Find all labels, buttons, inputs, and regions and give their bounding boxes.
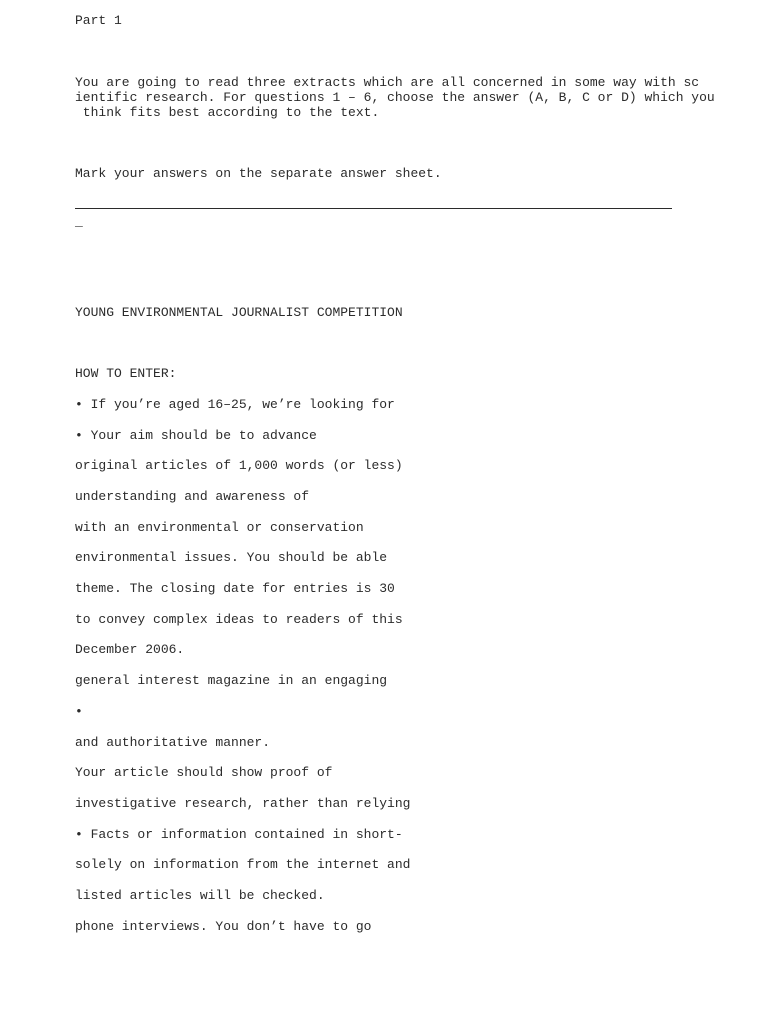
how-to-enter-heading: HOW TO ENTER: <box>75 366 177 381</box>
extract-line: with an environmental or conservation <box>75 520 364 535</box>
extract-line: to convey complex ideas to readers of this <box>75 612 403 627</box>
instructions-line-3: think fits best according to the text. <box>75 105 380 120</box>
extract-line: theme. The closing date for entries is 30 <box>75 581 395 596</box>
extract-line: • Facts or information contained in short- <box>75 827 403 842</box>
extract-line: solely on information from the internet and <box>75 857 411 872</box>
extract-line: phone interviews. You don’t have to go <box>75 919 372 934</box>
mark-answers-instruction: Mark your answers on the separate answer sheet. <box>75 166 442 181</box>
extract-title: YOUNG ENVIRONMENTAL JOURNALIST COMPETITION <box>75 305 403 320</box>
extract-line: listed articles will be checked. <box>75 888 325 903</box>
extract-line: original articles of 1,000 words (or less) <box>75 458 403 473</box>
extract-line: • Your aim should be to advance <box>75 428 317 443</box>
extract-line: • If you’re aged 16–25, we’re looking for <box>75 397 395 412</box>
part-label: Part 1 <box>75 13 122 28</box>
extract-line: environmental issues. You should be able <box>75 550 388 565</box>
extract-line: and authoritative manner. <box>75 735 271 750</box>
extract-line: general interest magazine in an engaging <box>75 673 388 688</box>
extract-line: December 2006. <box>75 642 185 657</box>
extract-line: understanding and awareness of <box>75 489 310 504</box>
instructions-line-2: ientific research. For questions 1 – 6, choose the answer (A, B, C or D) which you <box>75 90 715 105</box>
extract-line: Your article should show proof of <box>75 765 333 780</box>
horizontal-rule <box>75 208 672 209</box>
instructions-line-1: You are going to read three extracts which are all concerned in some way with sc <box>75 75 700 90</box>
extract-line: investigative research, rather than relying <box>75 796 411 811</box>
extract-bullet: • <box>75 704 83 719</box>
rule-tail: _ <box>75 214 83 229</box>
